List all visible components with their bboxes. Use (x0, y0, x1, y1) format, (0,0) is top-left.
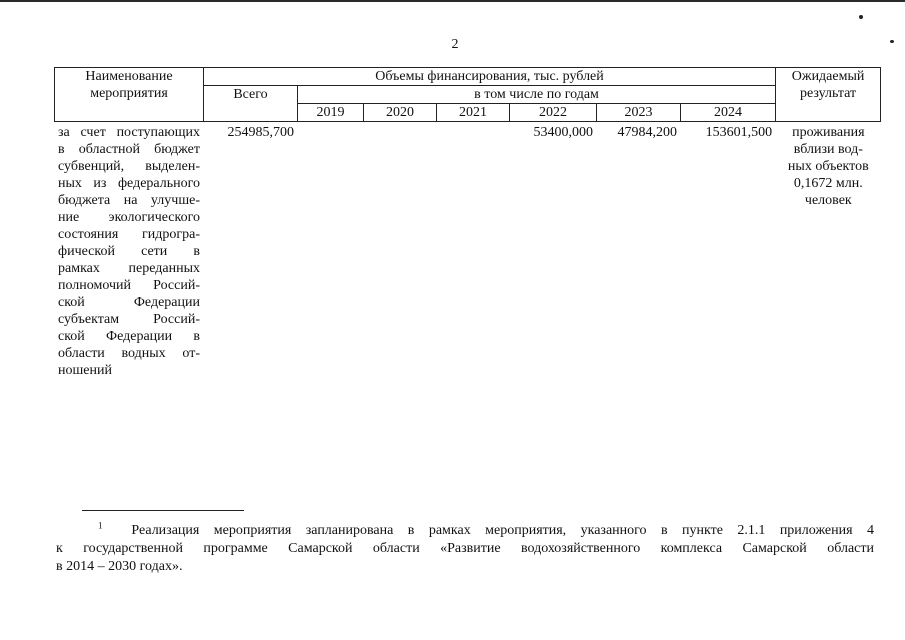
row-name-line: субъектам Россий- (58, 312, 200, 327)
row-name-line: за счет поступающих (58, 125, 200, 140)
header-result: Ожидаемый результат (776, 68, 881, 122)
row-name-line: состояния гидрогра- (58, 227, 200, 242)
table-row (55, 122, 881, 380)
row-total-value: 254985,700 (227, 125, 294, 140)
header-year-2022: 2022 (510, 104, 597, 122)
header-funding: Объемы финансирования, тыс. рублей (204, 68, 776, 86)
header-year-2019: 2019 (298, 104, 364, 122)
footnote-line: в 2014 – 2030 годах». (56, 559, 183, 574)
row-name-line: ской Федерации в (58, 329, 200, 344)
row-value-2022: 53400,000 (533, 125, 593, 140)
row-name-line: области водных от- (58, 346, 200, 361)
row-value-2019 (298, 122, 364, 380)
row-name-line: рамках переданных (58, 261, 200, 276)
footnote-marker: 1 (98, 520, 103, 531)
row-name-line: фической сети в (58, 244, 200, 259)
row-value-2020 (364, 122, 437, 380)
header-year-2021: 2021 (437, 104, 510, 122)
scan-speck (859, 15, 863, 19)
row-result-line: проживания (792, 125, 865, 140)
header-name: Наименование мероприятия (55, 68, 204, 122)
footnote (56, 520, 874, 576)
row-result-line: вблизи вод- (793, 142, 863, 157)
header-total: Всего (204, 86, 298, 122)
header-year-2020: 2020 (364, 104, 437, 122)
row-result-line: 0,1672 млн. (793, 176, 863, 191)
row-name-line: бюджета на улучше- (58, 193, 200, 208)
footnote-line (84, 522, 874, 540)
financing-table (54, 67, 881, 379)
header-by-years: в том числе по годам (298, 86, 776, 104)
footnote-text: Реализация мероприятия запланирована в рамках мероприятия, указанного в пункте 2.1.1 приложения 4 (131, 523, 874, 538)
header-year-2024: 2024 (681, 104, 776, 122)
row-name-line: ской Федерации (58, 295, 200, 310)
row-result-line: ных объектов (787, 159, 869, 174)
row-name-line: полномочий Россий- (58, 278, 200, 293)
row-value-2024: 153601,500 (705, 125, 773, 140)
row-name-cell (55, 122, 204, 380)
footnote-line: к государственной программе Самарской области «Развитие водохозяйственного комплекса Самарской области (56, 541, 874, 556)
row-result-cell (776, 122, 881, 380)
row-name-line: ние экологического (58, 210, 200, 225)
row-name-line: в областной бюджет (58, 142, 200, 157)
row-name-line: субвенций, выделен- (58, 159, 200, 174)
row-name-line: ных из федерального (58, 176, 200, 191)
scan-top-edge (0, 0, 905, 2)
row-name-line: ношений (58, 363, 112, 378)
footnote-separator (82, 510, 244, 511)
scan-speck (890, 40, 894, 43)
page-number: 2 (451, 37, 459, 52)
row-value-2021 (437, 122, 510, 380)
row-result-line: человек (804, 193, 852, 208)
row-value-2023: 47984,200 (617, 125, 677, 140)
header-year-2023: 2023 (597, 104, 681, 122)
